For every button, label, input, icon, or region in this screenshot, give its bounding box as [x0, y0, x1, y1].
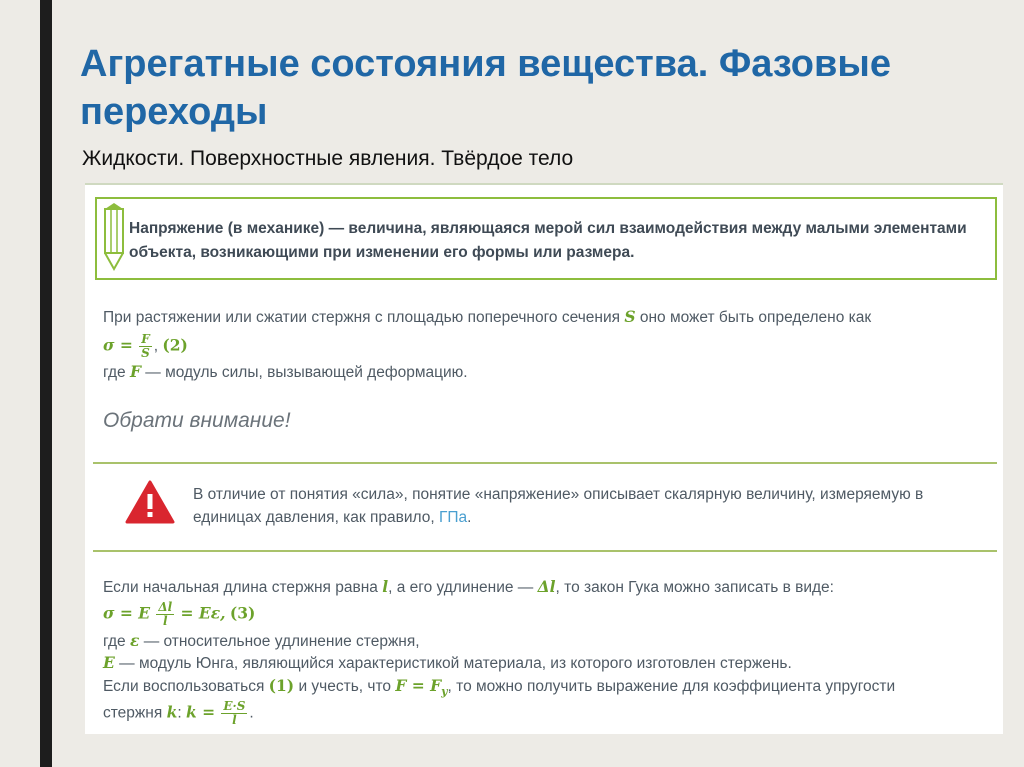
- math-var-k: k: [166, 702, 178, 722]
- hooke-line-1: [103, 575, 834, 600]
- text-span: ,: [153, 337, 159, 355]
- text-span: где: [103, 633, 126, 650]
- text-span: — модуль силы, вызывающей деформацию.: [145, 364, 468, 381]
- divider-bottom: [93, 550, 997, 552]
- warning-triangle-icon: [125, 480, 175, 524]
- formula-lhs: σ =: [103, 335, 133, 355]
- text-span: :: [177, 704, 182, 722]
- unit-link[interactable]: ГПа: [439, 509, 468, 526]
- text-span: .: [249, 704, 254, 722]
- formula-number: (3): [229, 603, 256, 623]
- fraction-dl-over-l: [156, 601, 174, 628]
- text-span: — модуль Юнга, являющийся характеристикой материала, из которого изготовлен стержень.: [119, 655, 792, 672]
- text-span: В отличие от понятия «сила», понятие «напряжение» описывает скалярную величину, измеряемую в единицах давления, как правило,: [193, 486, 924, 526]
- text-span: , а его удлинение —: [388, 579, 534, 596]
- fraction-ES-over-l: [221, 700, 247, 727]
- formula-F-equals-Fy: [395, 676, 448, 699]
- text-span: и учесть, что: [298, 678, 392, 695]
- slide-title: Агрегатные состояния вещества. Фазовые переходы: [80, 43, 891, 133]
- text-span: При растяжении или сжатии стержня с площадью поперечного сечения: [103, 309, 621, 326]
- text-span: F = F: [395, 676, 442, 695]
- text-span: оно может быть определено как: [639, 309, 872, 326]
- formula-rhs: = Eε,: [180, 603, 226, 623]
- text-span: , то можно получить выражение для коэффициента упругости: [447, 678, 896, 695]
- note-text: [193, 483, 983, 529]
- subscript: y: [441, 685, 448, 699]
- text-span: где: [103, 364, 126, 381]
- math-var-epsilon: ε: [129, 631, 140, 650]
- stress-line-1: [103, 305, 871, 330]
- math-var-l: l: [382, 577, 389, 596]
- note-heading: Обрати внимание!: [103, 409, 291, 432]
- math-var-S: S: [624, 307, 636, 326]
- hooke-line-6: [103, 700, 254, 727]
- math-var-F: F: [129, 362, 141, 381]
- fraction-denominator: S: [141, 346, 150, 360]
- definition-box: [95, 197, 997, 280]
- definition-text: Напряжение (в механике) — величина, являющаяся мерой сил взаимодействия между малыми элементами объекта, возникающими при изменении его формы или размера.: [129, 220, 967, 261]
- hooke-formula: [103, 601, 255, 628]
- math-var-delta-l: Δl: [537, 577, 556, 596]
- formula-lhs: σ = E: [103, 603, 151, 623]
- text-span: стержня: [103, 704, 163, 722]
- stress-formula: [103, 333, 188, 360]
- divider-top: [93, 462, 997, 464]
- fraction-F-over-S: [139, 333, 152, 360]
- fraction-numerator: Δl: [158, 600, 173, 614]
- slide-left-bar: [40, 0, 52, 767]
- fraction-denominator: l: [232, 713, 237, 727]
- slide-subtitle: Жидкости. Поверхностные явления. Твёрдое тело: [82, 147, 574, 170]
- text-span: , то закон Гука можно записать в виде:: [555, 579, 834, 596]
- text-span: .: [467, 509, 472, 526]
- fraction-numerator: E·S: [223, 699, 246, 713]
- formula-lhs: k =: [185, 702, 216, 722]
- math-var-E: E: [103, 653, 115, 672]
- text-span: Если начальная длина стержня равна: [103, 579, 378, 596]
- fraction-numerator: F: [139, 333, 152, 347]
- formula-number: (2): [162, 335, 188, 355]
- text-span: — относительное удлинение стержня,: [143, 633, 420, 650]
- hooke-line-4: [103, 651, 792, 676]
- pencil-icon: [101, 203, 127, 273]
- equation-reference: (1): [268, 676, 295, 695]
- fraction-denominator: l: [163, 614, 168, 628]
- content-panel: [85, 183, 1003, 734]
- text-span: Если воспользоваться: [103, 678, 265, 695]
- stress-line-3: [103, 360, 468, 385]
